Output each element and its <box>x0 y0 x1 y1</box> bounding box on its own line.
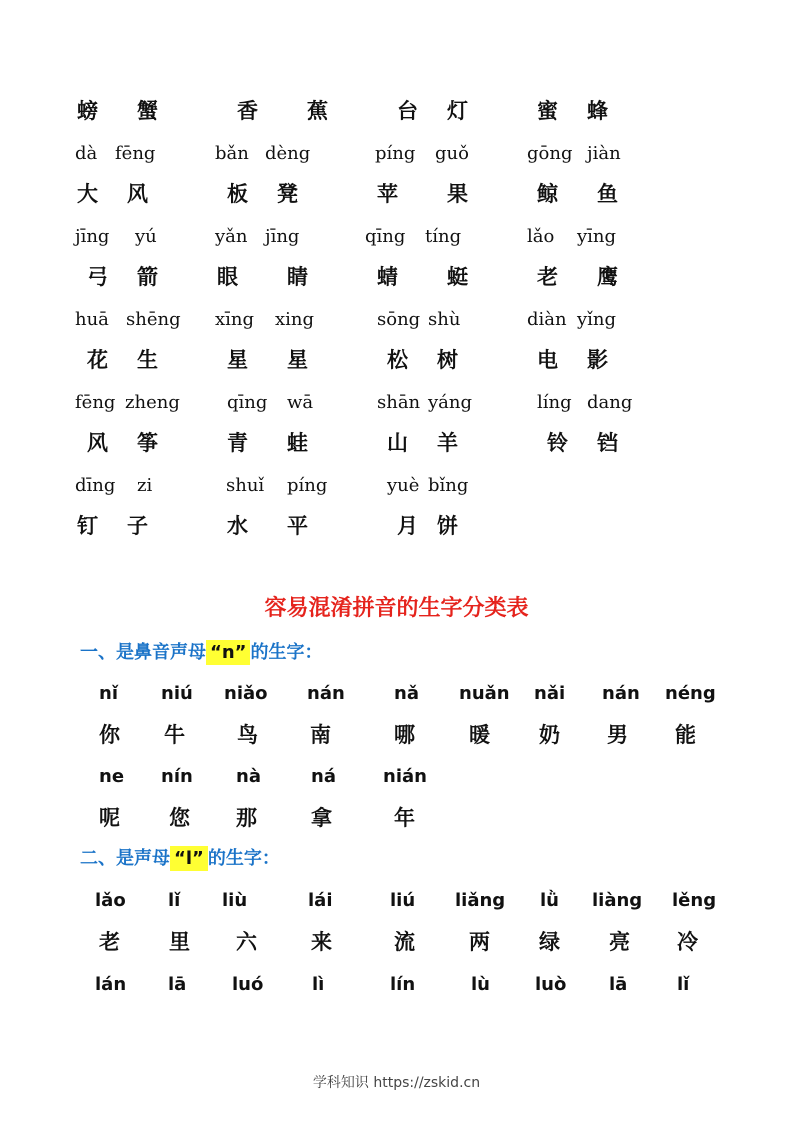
hanzi-char: 您 <box>169 806 190 830</box>
pinyin-text: nǎ <box>394 683 419 704</box>
pinyin-text: píng <box>287 475 328 496</box>
pinyin-text: yǎn <box>215 226 248 247</box>
hanzi-char: 年 <box>394 806 415 830</box>
hanzi-char: 风 <box>87 431 108 455</box>
pinyin-text: huā <box>75 309 109 330</box>
hanzi-char: 蟹 <box>137 99 158 123</box>
hanzi-char: 电 <box>537 348 558 372</box>
footer-watermark: 学科知识 https://zskid.cn <box>312 1075 481 1091</box>
hanzi-char: 男 <box>607 723 628 747</box>
pinyin-text: liú <box>390 890 416 911</box>
pinyin-text: lěng <box>672 890 717 911</box>
pinyin-text: jīng <box>265 226 300 247</box>
hanzi-char: 树 <box>437 348 458 372</box>
hanzi-char: 鹰 <box>597 265 618 289</box>
hanzi-char: 星 <box>287 348 308 372</box>
pinyin-text: dà <box>75 143 98 164</box>
hanzi-char: 暖 <box>469 723 490 747</box>
hanzi-char: 拿 <box>311 806 332 830</box>
hanzi-char: 你 <box>99 723 120 747</box>
hanzi-char: 蕉 <box>307 99 328 123</box>
hanzi-char: 鸟 <box>237 723 258 747</box>
pinyin-text: néng <box>665 683 716 704</box>
hanzi-char: 冷 <box>677 930 698 954</box>
hanzi-char: 风 <box>127 182 148 206</box>
pinyin-text: zi <box>137 475 153 496</box>
hanzi-char: 蛙 <box>287 431 308 455</box>
hanzi-char: 松 <box>387 348 408 372</box>
hanzi-char: 香 <box>237 99 258 123</box>
hanzi-char: 南 <box>310 723 331 747</box>
pinyin-text: líng <box>537 392 572 413</box>
pinyin-text: tíng <box>425 226 462 247</box>
pinyin-text: jīng <box>75 226 110 247</box>
pinyin-text: lā <box>168 974 187 995</box>
pinyin-text: dèng <box>265 143 311 164</box>
hanzi-char: 铛 <box>597 431 618 455</box>
pinyin-text: nín <box>161 766 193 787</box>
hanzi-char: 呢 <box>99 806 120 830</box>
pinyin-text: lái <box>308 890 333 911</box>
pinyin-text: bǐng <box>428 475 469 496</box>
hanzi-char: 水 <box>227 514 248 538</box>
hanzi-char: 果 <box>447 182 468 206</box>
pinyin-text: nuǎn <box>459 683 510 704</box>
hanzi-char: 山 <box>387 431 408 455</box>
hanzi-char: 亮 <box>609 930 630 954</box>
hanzi-char: 蜓 <box>447 265 468 289</box>
pinyin-text: ná <box>311 766 336 787</box>
pinyin-text: liù <box>222 890 248 911</box>
section-heading-n <box>80 641 322 665</box>
pinyin-text: diàn <box>527 309 567 330</box>
pinyin-text: gōng <box>527 143 573 164</box>
pinyin-text: fēng <box>115 143 156 164</box>
pinyin-text: liàng <box>592 890 643 911</box>
hanzi-char: 奶 <box>539 723 560 747</box>
pinyin-text: shuǐ <box>226 475 265 496</box>
pinyin-text: lán <box>95 974 127 995</box>
pinyin-text: lǎo <box>95 890 126 911</box>
pinyin-text: lín <box>390 974 416 995</box>
hanzi-char: 六 <box>236 930 257 954</box>
hanzi-char: 生 <box>137 348 158 372</box>
pinyin-text: luó <box>232 974 264 995</box>
pinyin-text: yīng <box>577 226 617 247</box>
pinyin-text: lā <box>609 974 628 995</box>
pinyin-text: lǐ <box>677 974 690 995</box>
pinyin-text: lù <box>471 974 490 995</box>
pinyin-text: shù <box>428 309 461 330</box>
pinyin-text: xing <box>275 309 315 330</box>
pinyin-text: niǎo <box>224 683 268 704</box>
hanzi-char: 平 <box>287 514 308 538</box>
hanzi-char: 铃 <box>547 431 568 455</box>
hanzi-char: 鱼 <box>597 182 618 206</box>
hanzi-char: 鲸 <box>537 182 558 206</box>
pinyin-text: dang <box>587 392 633 413</box>
heading-prefix: 二、是声母 <box>80 848 170 869</box>
pinyin-text: nán <box>307 683 345 704</box>
pinyin-text: lǎo <box>527 226 555 247</box>
pinyin-text: nǐ <box>99 683 118 704</box>
pinyin-text: dīng <box>75 475 116 496</box>
pinyin-text: nǎi <box>534 683 566 704</box>
pinyin-text: qīng <box>227 392 268 413</box>
hanzi-char: 星 <box>227 348 248 372</box>
pinyin-text: guǒ <box>435 143 469 164</box>
pinyin-text: xīng <box>215 309 255 330</box>
heading-suffix: 的生字： <box>207 848 280 869</box>
highlight-letter-n: “n” <box>206 640 250 665</box>
section-heading-l <box>80 847 280 871</box>
hanzi-char: 钉 <box>77 514 98 538</box>
pinyin-text: shān <box>377 392 421 413</box>
hanzi-char: 灯 <box>447 99 468 123</box>
hanzi-char: 羊 <box>437 431 458 455</box>
hanzi-char: 月 <box>397 514 418 538</box>
hanzi-char: 饼 <box>437 514 458 538</box>
pinyin-text: lǜ <box>540 890 559 911</box>
hanzi-char: 牛 <box>164 723 185 747</box>
hanzi-char: 能 <box>675 723 696 747</box>
hanzi-char: 花 <box>87 348 108 372</box>
hanzi-char: 大 <box>77 182 98 206</box>
pinyin-text: lì <box>312 974 325 995</box>
hanzi-char: 影 <box>587 348 608 372</box>
hanzi-char: 眼 <box>217 265 238 289</box>
pinyin-text: wā <box>287 392 314 413</box>
pinyin-text: yuè <box>387 475 420 496</box>
hanzi-char: 凳 <box>277 182 298 206</box>
hanzi-char: 老 <box>537 265 558 289</box>
pinyin-text: ne <box>99 766 125 787</box>
pinyin-text: sōng <box>377 309 421 330</box>
pinyin-text: niú <box>161 683 193 704</box>
hanzi-char: 来 <box>311 930 332 954</box>
hanzi-char: 青 <box>227 431 248 455</box>
heading-prefix: 一、是鼻音声母 <box>80 642 206 663</box>
pinyin-text: luò <box>535 974 567 995</box>
hanzi-char: 蜜 <box>537 99 558 123</box>
hanzi-char: 箭 <box>137 265 158 289</box>
hanzi-char: 老 <box>99 930 120 954</box>
hanzi-char: 里 <box>169 930 190 954</box>
hanzi-char: 苹 <box>377 182 398 206</box>
hanzi-char: 子 <box>127 514 148 538</box>
pinyin-text: nà <box>236 766 261 787</box>
hanzi-char: 睛 <box>287 265 308 289</box>
hanzi-char: 筝 <box>137 431 158 455</box>
pinyin-text: nián <box>383 766 427 787</box>
pinyin-text: qīng <box>365 226 406 247</box>
pinyin-text: nán <box>602 683 640 704</box>
hanzi-char: 板 <box>227 182 248 206</box>
pinyin-text: liǎng <box>455 890 506 911</box>
section-title: 容易混淆拼音的生字分类表 <box>264 596 529 621</box>
hanzi-char: 两 <box>469 930 490 954</box>
pinyin-text: zheng <box>125 392 180 413</box>
hanzi-char: 弓 <box>87 265 108 289</box>
hanzi-char: 台 <box>397 99 418 123</box>
pinyin-text: shēng <box>126 309 181 330</box>
pinyin-text: yú <box>135 226 157 247</box>
hanzi-char: 蜻 <box>377 265 398 289</box>
heading-suffix: 的生字： <box>250 642 323 663</box>
pinyin-text: fēng <box>75 392 116 413</box>
hanzi-char: 绿 <box>539 930 560 954</box>
pinyin-text: lǐ <box>168 890 181 911</box>
hanzi-char: 流 <box>394 930 415 954</box>
hanzi-char: 蜂 <box>587 99 608 123</box>
pinyin-text: píng <box>375 143 416 164</box>
pinyin-text: jiàn <box>587 143 621 164</box>
pinyin-text: bǎn <box>215 143 249 164</box>
hanzi-char: 那 <box>236 806 257 830</box>
pinyin-text: yǐng <box>577 309 617 330</box>
hanzi-char: 哪 <box>394 723 415 747</box>
highlight-letter-l: “l” <box>170 846 208 871</box>
pinyin-text: yáng <box>428 392 473 413</box>
hanzi-char: 螃 <box>77 99 98 123</box>
